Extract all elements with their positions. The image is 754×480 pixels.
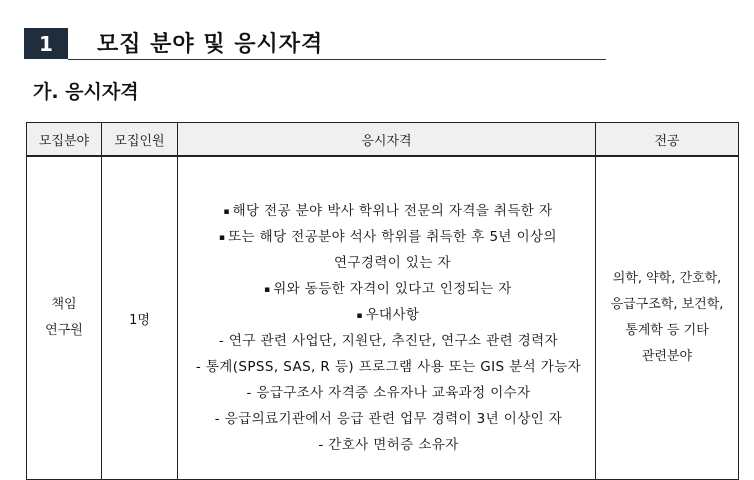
- qualification-line: [186, 276, 587, 302]
- major-line: 통계학 등 기타: [625, 323, 709, 338]
- bullet-icon: ▪: [218, 232, 226, 243]
- qualification-line: [186, 406, 587, 432]
- qualification-line: [186, 224, 587, 250]
- subsection-title: 가. 응시자격: [33, 81, 139, 103]
- qualification-text: 위와 동등한 자격이 있다고 인정되는 자: [273, 280, 512, 297]
- qualification-line: [186, 250, 587, 276]
- qualification-text: - 통계(SPSS, SAS, R 등) 프로그램 사용 또는 GIS 분석 가능자: [195, 358, 582, 375]
- count-cell: 1명: [102, 156, 178, 480]
- qualification-text: - 연구 관련 사업단, 지원단, 추진단, 연구소 관련 경력자: [218, 332, 559, 349]
- qualification-table: [26, 122, 739, 480]
- table-row: [27, 156, 739, 480]
- qualification-text: 우대사항: [365, 306, 420, 323]
- section-underline: [68, 59, 606, 60]
- qualification-text: - 응급구조사 자격증 소유자나 교육과정 이수자: [246, 384, 531, 401]
- field-line: 연구원: [45, 323, 83, 338]
- qualification-text: 또는 해당 전공분야 석사 학위를 취득한 후 5년 이상의: [228, 228, 557, 245]
- table-header-row: [27, 123, 739, 157]
- section-number: 1: [24, 28, 68, 59]
- qualification-cell: [178, 156, 596, 480]
- qualification-line: [186, 302, 587, 328]
- qualification-line: [186, 328, 587, 354]
- qualification-line: [186, 198, 587, 224]
- qualification-text: 연구경력이 있는 자: [334, 254, 451, 271]
- qualification-line: [186, 354, 587, 380]
- qualification-line: [186, 432, 587, 458]
- field-cell: [27, 156, 102, 480]
- bullet-icon: ▪: [223, 206, 230, 217]
- header-major: 전공: [596, 123, 739, 157]
- major-line: 의학, 약학, 간호학,: [612, 271, 722, 286]
- field-line: 책임: [51, 297, 77, 312]
- qualification-text: - 응급의료기관에서 응급 관련 업무 경력이 3년 이상인 자: [214, 410, 563, 427]
- qualification-text: - 간호사 면허증 소유자: [318, 436, 459, 453]
- major-cell: [596, 156, 739, 480]
- section-title: 모집 분야 및 응시자격: [97, 32, 324, 57]
- major-line: 관련분야: [641, 349, 693, 364]
- header-count: 모집인원: [102, 123, 178, 157]
- bullet-icon: ▪: [356, 310, 363, 321]
- qualification-text: 해당 전공 분야 박사 학위나 전문의 자격을 취득한 자: [232, 202, 553, 219]
- header-field: 모집분야: [27, 123, 102, 157]
- section-header: [24, 22, 606, 62]
- bullet-icon: ▪: [263, 284, 271, 295]
- qualification-line: [186, 380, 587, 406]
- header-qualification: 응시자격: [178, 123, 596, 157]
- major-line: 응급구조학, 보건학,: [610, 297, 724, 312]
